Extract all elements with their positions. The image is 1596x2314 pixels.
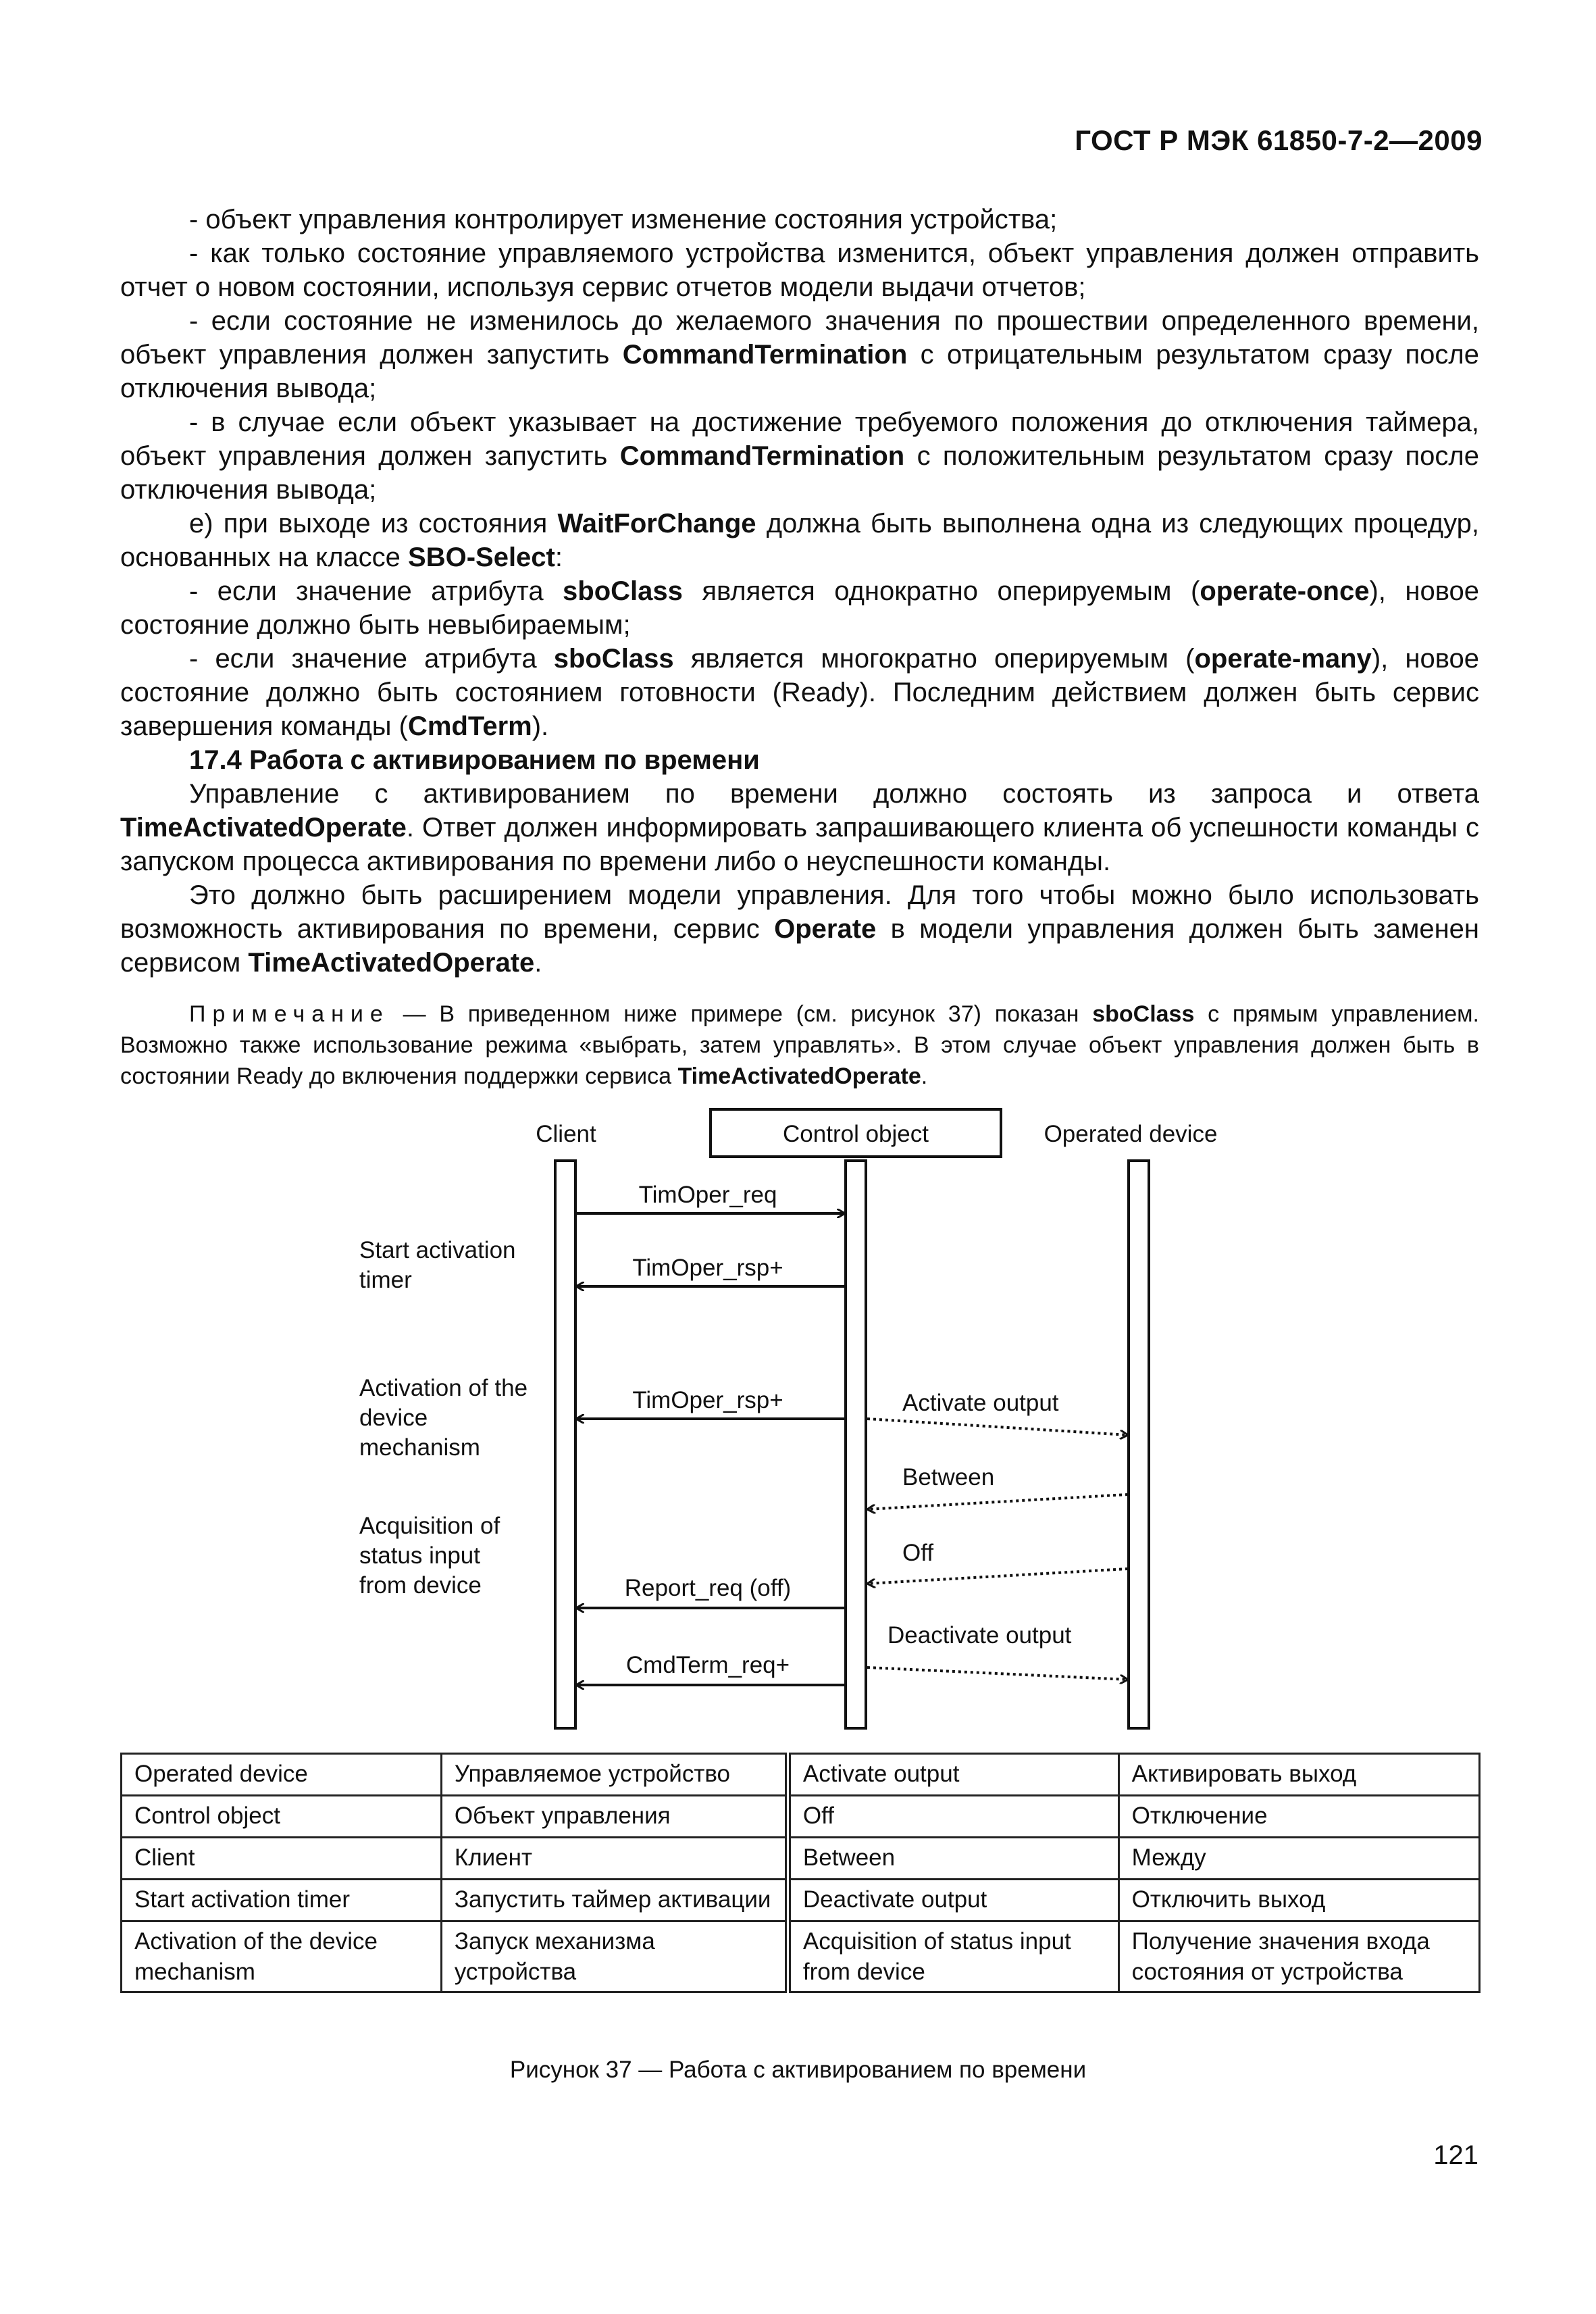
legend-cell: Запустить таймер активации xyxy=(441,1880,788,1921)
legend-row xyxy=(122,1754,1480,1796)
legend-cell: Управляемое устройство xyxy=(441,1754,788,1796)
arrow-activate-output xyxy=(867,1419,1128,1435)
legend-cell: Отключение xyxy=(1118,1796,1479,1838)
legend-cell: Activation of the device mechanism xyxy=(122,1921,442,1992)
client-lifeline xyxy=(555,1161,575,1728)
actor-operated-device: Operated device xyxy=(1044,1121,1218,1147)
legend-cell: Отключить выход xyxy=(1118,1880,1479,1921)
legend-row xyxy=(122,1838,1480,1880)
svg-text:status input: status input xyxy=(359,1542,480,1569)
paragraph: - в случае если объект указывает на достижение требуемого положения до отключения таймера, объект управления должен запустить CommandTermination с положительным результатом сразу после отключения вывода; xyxy=(120,407,1479,505)
legend-table xyxy=(120,1753,1481,1993)
actor-control-object: Control object xyxy=(783,1121,929,1147)
arrow-off xyxy=(867,1569,1128,1584)
legend-cell: Between xyxy=(788,1838,1118,1880)
legend-cell: Operated device xyxy=(122,1754,442,1796)
figure-caption: Рисунок 37 — Работа с активированием по времени xyxy=(509,2057,1087,2083)
legend-cell: Deactivate output xyxy=(788,1880,1118,1921)
msg-between: Between xyxy=(902,1464,995,1490)
legend-cell: Объект управления xyxy=(441,1796,788,1838)
note-label: Примечание xyxy=(189,1001,390,1027)
legend-cell: Запуск механизма устройства xyxy=(441,1921,788,1992)
actor-client: Client xyxy=(536,1121,596,1147)
svg-text:mechanism: mechanism xyxy=(359,1434,480,1461)
legend-cell: Start activation timer xyxy=(122,1880,442,1921)
svg-text:timer: timer xyxy=(359,1267,412,1293)
legend-cell: Acquisition of status input from device xyxy=(788,1921,1118,1992)
legend-cell: Control object xyxy=(122,1796,442,1838)
msg-timoper-rsp-2: TimOper_rsp+ xyxy=(632,1387,783,1413)
msg-cmdterm-req: CmdTerm_req+ xyxy=(625,1652,790,1678)
control-object-lifeline xyxy=(846,1161,866,1728)
legend-row xyxy=(122,1796,1480,1838)
legend-row xyxy=(122,1921,1480,1992)
legend-cell: Client xyxy=(122,1838,442,1880)
arrow-deactivate-output xyxy=(867,1667,1128,1680)
svg-text:from device: from device xyxy=(359,1572,482,1599)
page-number: 121 xyxy=(1433,2140,1478,2170)
paragraph: Это должно быть расширением модели управления. Для того чтобы можно было использовать возможность активирования по времени, сервис Operate в модели управления должен быть заменен сервисом TimeActivatedOperate. xyxy=(120,880,1479,978)
legend-cell: Между xyxy=(1118,1838,1479,1880)
paragraph: - как только состояние управляемого устройства изменится, объект управления должен отправить отчет о новом состоянии, используя сервис отчетов модели выдачи отчетов; xyxy=(120,238,1479,302)
standard-header: ГОСТ Р МЭК 61850-7-2—2009 xyxy=(1075,124,1483,156)
legend-row xyxy=(122,1880,1480,1921)
section-title: 17.4 Работа с активированием по времени xyxy=(189,745,760,775)
arrow-between xyxy=(867,1494,1128,1509)
msg-deactivate-output: Deactivate output xyxy=(887,1622,1072,1649)
msg-off: Off xyxy=(902,1540,934,1566)
side-label-acquisition: Acquisition of xyxy=(359,1513,500,1539)
paragraph: - если состояние не изменилось до желаемого значения по прошествии определенного времени, объект управления должен запустить CommandTermination с отрицательным результатом сразу после отключения вывода; xyxy=(120,306,1479,403)
legend-cell: Клиент xyxy=(441,1838,788,1880)
paragraph: - если значение атрибута sboClass является многократно оперируемым (operate-many), новое состояние должно быть состоянием готовности (Ready). Последним действием должен быть сервис завершения команды (CmdTerm). xyxy=(120,644,1479,741)
msg-timoper-rsp-1: TimOper_rsp+ xyxy=(632,1255,783,1281)
legend-cell: Activate output xyxy=(788,1754,1118,1796)
side-label-start: Start activation xyxy=(359,1237,516,1263)
svg-text:device: device xyxy=(359,1405,428,1431)
side-label-activation: Activation of the xyxy=(359,1375,528,1401)
msg-activate-output: Activate output xyxy=(902,1390,1059,1416)
msg-report-req: Report_req (off) xyxy=(624,1575,792,1601)
note: Примечание — В приведенном ниже примере (см. рисунок 37) показан sboClass с прямым управлением. Возможно также использование режима «выбрать, затем управлять». В этом случае объект управления должен быть в состоянии Ready до включения поддержки сервиса TimeActivatedOperate. xyxy=(120,1001,1479,1089)
operated-device-lifeline xyxy=(1129,1161,1149,1728)
paragraph: Управление с активированием по времени должно состоять из запроса и ответа TimeActivatedOperate. Ответ должен информировать запрашивающего клиента об успешности команды с запуском процесса активирования по времени либо о неуспешности команды. xyxy=(120,779,1479,876)
legend-cell: Получение значения входа состояния от устройства xyxy=(1118,1921,1479,1992)
paragraph: - если значение атрибута sboClass является однократно оперируемым (operate-once), новое состояние должно быть невыбираемым; xyxy=(120,576,1479,640)
legend-cell: Активировать выход xyxy=(1118,1754,1479,1796)
legend-cell: Off xyxy=(788,1796,1118,1838)
paragraph: е) при выходе из состояния WaitForChange должна быть выполнена одна из следующих процедур, основанных на классе SBO-Select: xyxy=(120,509,1479,572)
paragraph: - объект управления контролирует изменение состояния устройства; xyxy=(189,205,1058,234)
msg-timoper-req: TimOper_req xyxy=(638,1182,777,1208)
